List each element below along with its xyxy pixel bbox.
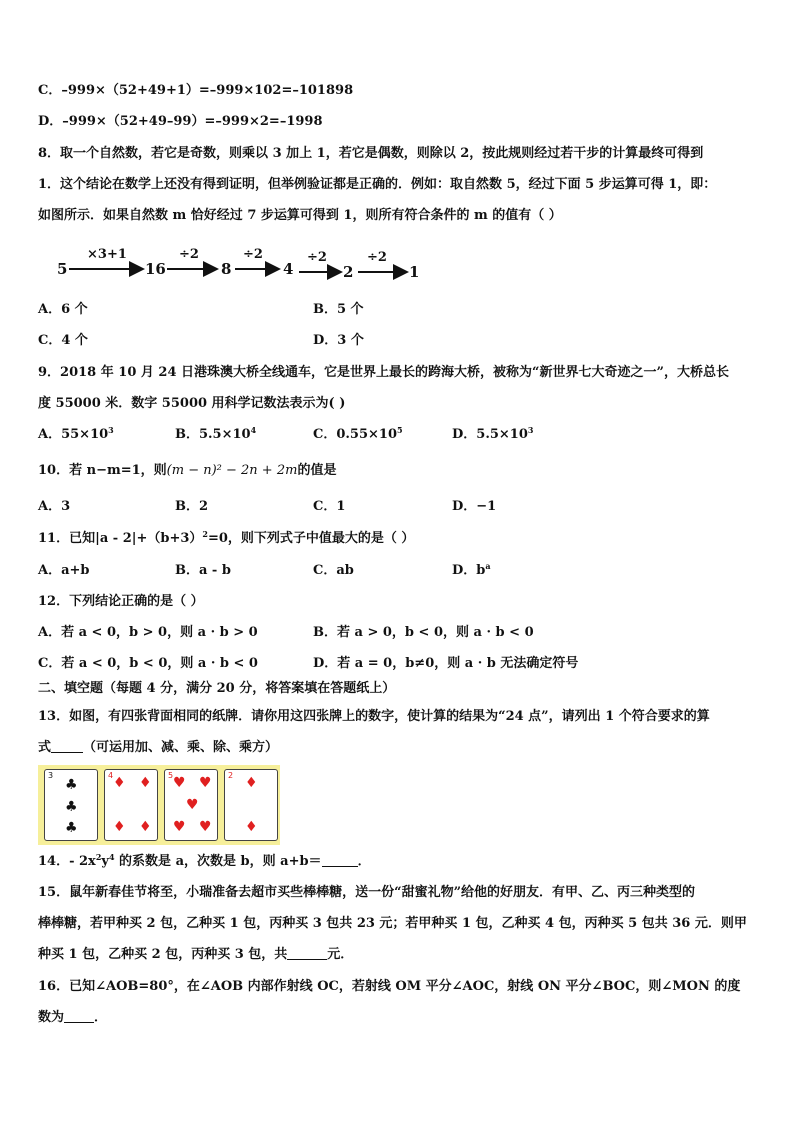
q9-stem-line2: 度 55000 米．数字 55000 用科学记数法表示为( ) <box>38 396 346 411</box>
q16-stem-line1: 16．已知∠AOB=80°，在∠AOB 内部作射线 OC，若射线 OM 平分∠AOC，射线 ON 平分∠BOC，则∠MON 的度 <box>38 979 741 994</box>
q10-stem: 10．若 n−m=1，则(m − n)² − 2n + 2m的值是 <box>38 463 337 478</box>
playing-cards-figure <box>38 765 280 845</box>
flow-op-4: ÷2 <box>307 250 327 265</box>
q7-option-c: C．–999×（52+49+1）=–999×102=–101898 <box>38 83 354 98</box>
heart-icon: ♥ <box>199 819 212 835</box>
q13-answer-blank[interactable] <box>51 740 83 753</box>
diamond-icon: ♦ <box>245 819 258 835</box>
flow-number-8: 8 <box>221 260 232 278</box>
q11-stem: 11．已知$|a - 2|+(b+3)^2=0$，则下列式子中值最大的是（ ） <box>38 529 415 546</box>
flow-number-4: 4 <box>283 260 294 278</box>
heart-icon: ♥ <box>173 775 186 791</box>
diamond-icon: ♦ <box>139 819 152 835</box>
q8-stem-line1: 8．取一个自然数，若它是奇数，则乘以 3 加上 1，若它是偶数，则除以 2，按此规则经过若干步的计算最终可得到 <box>38 146 704 161</box>
q13-stem-line2: 式 （可运用加、减、乘、除、乘方） <box>38 740 279 755</box>
diamond-icon: ♦ <box>113 775 126 791</box>
q13-stem-line1: 13．如图，有四张背面相同的纸牌．请你用这四张牌上的数字，使计算的结果为“24 点”，请列出 1 个符合要求的算 <box>38 709 710 724</box>
q9-option-b: B．$5.5\times 10^4$ <box>175 425 257 442</box>
operation-flow-diagram <box>55 244 435 284</box>
diamond-icon: ♦ <box>245 775 258 791</box>
q10-option-d: D．−1 <box>452 499 497 514</box>
q8-option-a: A．6 个 <box>38 302 88 317</box>
heart-icon: ♥ <box>173 819 186 835</box>
q10-expression: (m − n)² − 2n + 2m <box>166 463 298 478</box>
flow-number-1: 1 <box>409 263 420 281</box>
q8-option-b: B．5 个 <box>313 302 364 317</box>
club-icon: ♣ <box>65 799 78 815</box>
q11-option-c: C．ab <box>313 563 354 578</box>
q9-option-d: D．$5.5\times 10^3$ <box>452 425 534 442</box>
flow-op-2: ÷2 <box>179 247 199 262</box>
q8-stem-line2: 1．这个结论在数学上还没有得到证明，但举例验证都是正确的．例如：取自然数 5，经过下面 5 步运算可得 1，即： <box>38 177 717 192</box>
flow-number-16: 16 <box>145 260 166 278</box>
q16-answer-blank[interactable] <box>64 1010 94 1023</box>
q16-stem-line2: 数为 ． <box>38 1010 108 1025</box>
q10-option-c: C．1 <box>313 499 346 514</box>
q15-stem-line2: 棒棒糖，若甲种买 2 包，乙种买 1 包，丙种买 3 包共 23 元；若甲种买 1 包，乙种买 4 包，丙种买 5 包共 36 元．则甲 <box>38 916 747 931</box>
q11-option-a: A．a+b <box>38 563 90 578</box>
q11-option-b: B．a - b <box>175 563 231 578</box>
flow-number-2: 2 <box>343 263 354 281</box>
flow-op-3: ÷2 <box>243 247 263 262</box>
flow-op-5: ÷2 <box>367 250 387 265</box>
q9-stem-line1: 9．2018 年 10 月 24 日港珠澳大桥全线通车，它是世界上最长的跨海大桥，被称为“新世界七大奇迹之一”，大桥总长 <box>38 365 729 380</box>
q11-option-d: D．$b^a$ <box>452 561 491 578</box>
q12-stem: 12．下列结论正确的是（ ） <box>38 594 204 609</box>
q15-stem-line3: 种买 1 包，乙种买 2 包，丙种买 3 包，共 元． <box>38 947 354 962</box>
section-heading-fill-blank: 二、填空题（每题 4 分，满分 20 分，将答案填在答题纸上） <box>38 681 396 696</box>
flow-op-1: ×3+1 <box>87 247 127 262</box>
diamond-icon: ♦ <box>139 775 152 791</box>
q14-answer-blank[interactable] <box>322 854 358 867</box>
flow-number-5: 5 <box>57 260 68 278</box>
q12-option-d: D．若 a = 0，b≠0，则 a · b 无法确定符号 <box>313 656 579 671</box>
q15-stem-line1: 15．鼠年新春佳节将至，小瑞准备去超市买些棒棒糖，送一份“甜蜜礼物”给他的好朋友．有甲、乙、丙三种类型的 <box>38 885 696 900</box>
q9-option-c: C．$0.55\times 10^5$ <box>313 425 403 442</box>
q10-option-b: B．2 <box>175 499 209 514</box>
q8-option-c: C．4 个 <box>38 333 88 348</box>
club-icon: ♣ <box>65 820 78 836</box>
q15-answer-blank[interactable] <box>287 947 327 960</box>
q10-option-a: A．3 <box>38 499 71 514</box>
heart-icon: ♥ <box>186 797 199 813</box>
q12-option-c: C．若 a < 0，b < 0，则 a · b < 0 <box>38 656 258 671</box>
diamond-icon: ♦ <box>113 819 126 835</box>
q7-option-d: D．–999×（52+49–99）=–999×2=–1998 <box>38 114 323 129</box>
q8-option-d: D．3 个 <box>313 333 364 348</box>
q12-option-b: B．若 a > 0，b < 0，则 a · b < 0 <box>313 625 534 640</box>
club-icon: ♣ <box>65 777 78 793</box>
card-4-diamonds: 4 ♦ ♦ ♦ ♦ <box>104 769 158 841</box>
card-3-clubs: 3 ♣ ♣ ♣ <box>44 769 98 841</box>
card-5-hearts: 5 ♥ ♥ ♥ ♥ ♥ <box>164 769 218 841</box>
card-2-diamonds: 2 ♦ ♦ <box>224 769 278 841</box>
q14-stem: 14．- $2x^2y^4$ 的系数是 a，次数是 b，则 a+b＝ ． <box>38 852 371 869</box>
q12-option-a: A．若 a < 0，b > 0，则 a · b > 0 <box>38 625 258 640</box>
q8-stem-line3: 如图所示．如果自然数 m 恰好经过 7 步运算可得到 1，则所有符合条件的 m 的值有（ ） <box>38 208 562 223</box>
heart-icon: ♥ <box>199 775 212 791</box>
q9-option-a: A．$55\times 10^3$ <box>38 425 114 442</box>
